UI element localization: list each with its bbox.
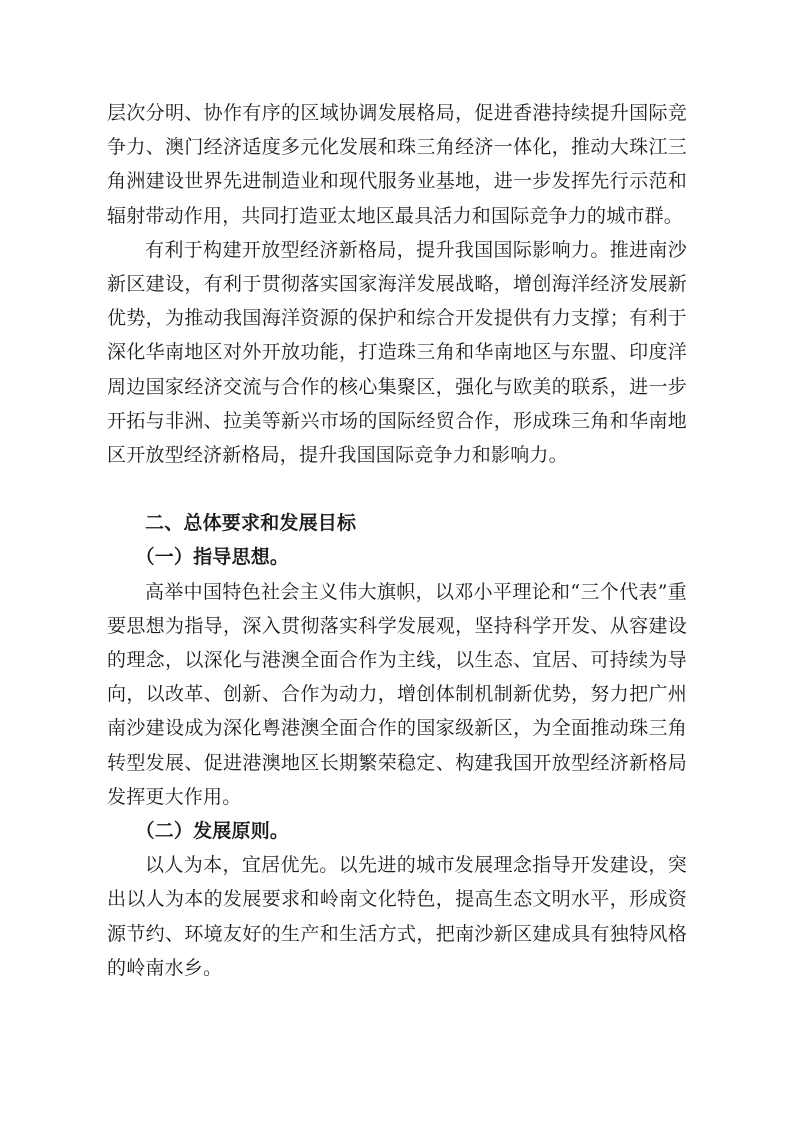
paragraph-open-economy: 有利于构建开放型经济新格局，提升我国国际影响力。推进南沙新区建设，有利于贯彻落实国家海洋发展战略，增创海洋经济发展新优势，为推动我国海洋资源的保护和综合开发提供有力支撑；有利于深化华南地区对外开放功能，打造珠三角和华南地区与东盟、印度洋周边国家经济交流与合作的核心集聚区，强化与欧美的联系，进一步开拓与非洲、拉美等新兴市场的国际经贸合作，形成珠三角和华南地区开放型经济新格局，提升我国国际竞争力和影响力。 <box>107 238 687 467</box>
document-body <box>107 96 687 985</box>
subheading-development-principles: （二）发展原则。 <box>135 820 290 843</box>
paragraph-people-oriented: 以人为本，宜居优先。以先进的城市发展理念指导开发建设，突出以人为本的发展要求和岭南文化特色，提高生态文明水平，形成资源节约、环境友好的生产和生活方式，把南沙新区建成具有独特风格的岭南水乡。 <box>107 854 687 979</box>
subheading-guiding-ideology: （一）指导思想。 <box>135 546 290 569</box>
section-heading-general-requirements: 二、总体要求和发展目标 <box>145 512 357 535</box>
paragraph-guiding-ideology: 高举中国特色社会主义伟大旗帜，以邓小平理论和“三个代表”重要思想为指导，深入贯彻落实科学发展观，坚持科学开发、从容建设的理念，以深化与港澳全面合作为主线，以生态、宜居、可持续为导向，以改革、创新、合作为动力，增创体制机制新优势，努力把广州南沙建设成为深化粤港澳全面合作的国家级新区，为全面推动珠三角转型发展、促进港澳地区长期繁荣稳定、构建我国开放型经济新格局发挥更大作用。 <box>107 580 687 808</box>
paragraph-regional-coordination: 层次分明、协作有序的区域协调发展格局，促进香港持续提升国际竞争力、澳门经济适度多元化发展和珠三角经济一体化，推动大珠江三角洲建设世界先进制造业和现代服务业基地，进一步发挥先行示范和辐射带动作用，共同打造亚太地区最具活力和国际竞争力的城市群。 <box>107 102 687 227</box>
